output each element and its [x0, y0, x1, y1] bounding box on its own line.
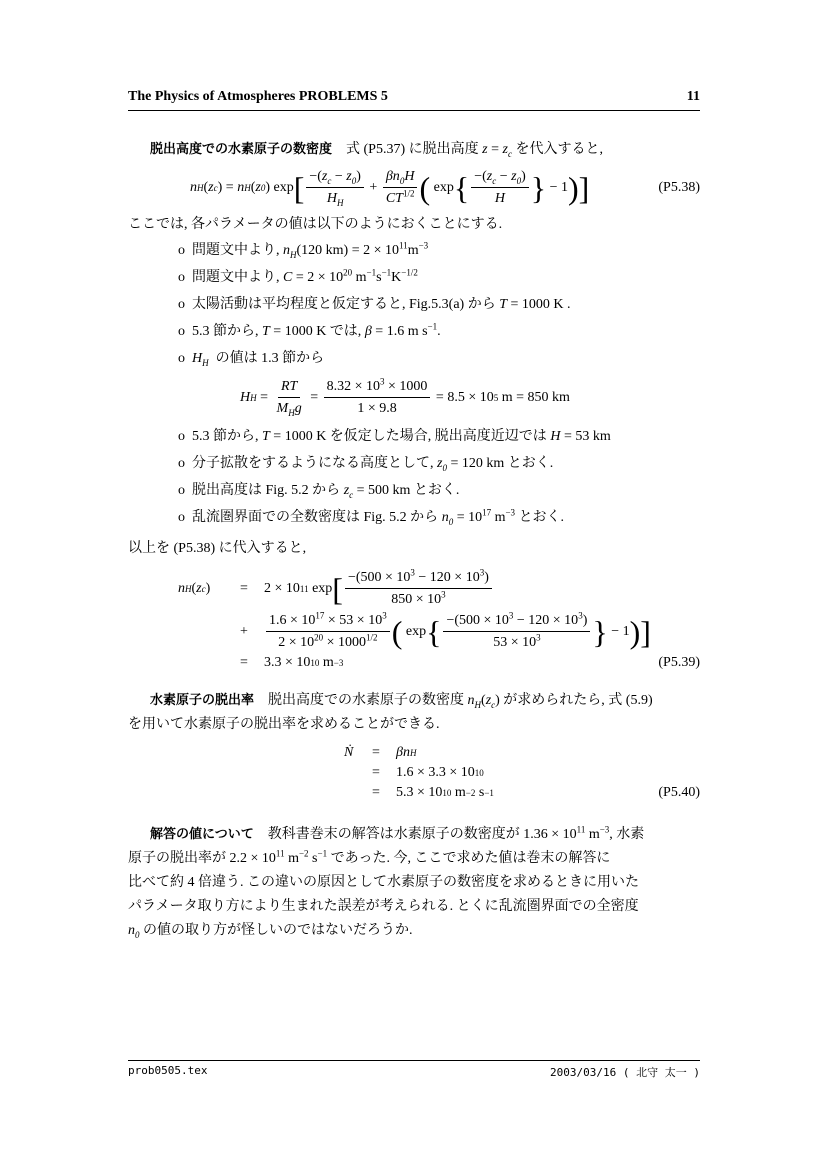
text-run: パラメータ取り方により生まれた誤差が考えられる. とくに乱流圏界面での全密度 — [128, 899, 639, 914]
math-symbol: n — [283, 243, 290, 258]
text-run: × 1000 — [323, 635, 366, 650]
superscript: 1/2 — [402, 188, 415, 199]
delimiter: } — [530, 169, 547, 206]
equation-number: (P5.38) — [658, 179, 700, 195]
delimiter: ) — [629, 613, 641, 650]
text-run: −( — [309, 169, 322, 184]
math-symbol: z — [502, 142, 508, 157]
text-run: ) — [356, 169, 361, 184]
text-run: ) exp — [265, 179, 294, 195]
superscript: 3 — [536, 632, 541, 643]
math-symbol: H — [494, 191, 506, 206]
math-symbol: CT — [385, 191, 403, 206]
text-run: −(500 × 10 — [347, 570, 411, 585]
equation-operator: + — [240, 623, 248, 639]
paragraph-line — [128, 871, 700, 895]
fraction — [324, 378, 431, 417]
equation-p5-39-row: 2 × 10 11 exp [ $\frac{-(500 \times 10^3 - 120 \times 10^3)}{850 \times 10^3}$ — [264, 569, 658, 608]
text-run: であった. 今, ここで求めた値は巻末の解答に — [327, 851, 611, 866]
superscript: 3 — [382, 610, 387, 621]
text-run: ( — [250, 179, 256, 195]
math-symbol: z — [482, 142, 488, 157]
math-symbol: RT — [280, 379, 298, 394]
text-run: s — [475, 785, 485, 800]
text-run: s — [376, 270, 382, 285]
text-run: m — [352, 270, 367, 285]
math-symbol: z — [485, 693, 492, 708]
superscript: 20 — [314, 632, 324, 643]
math-symbol: z — [196, 580, 202, 596]
math-symbol: H — [192, 351, 203, 366]
text-run: = 1.6 m s — [371, 324, 428, 339]
text-run: を代入すると, — [511, 142, 603, 157]
text-run: 脱出高度での水素原子の数密度 — [254, 693, 468, 708]
subscript: 0 — [448, 516, 454, 527]
paragraph-heading: 水素原子の脱出率 — [150, 693, 255, 708]
text-run: + — [365, 179, 381, 195]
text-run: 教科書巻末の解答は水素原子の数密度が 1.36 × 10 — [253, 827, 577, 842]
denominator — [490, 632, 543, 651]
text-run: = 10 — [453, 510, 483, 525]
footer-rule — [128, 1060, 700, 1061]
list-item — [128, 237, 700, 264]
numerator — [471, 168, 529, 188]
text-run: × 53 × 10 — [324, 613, 383, 628]
text-run: 8.32 × 10 — [326, 379, 381, 394]
math-symbol: n — [237, 179, 245, 195]
math-symbol: T — [499, 297, 508, 312]
equation-p5-38 — [128, 168, 700, 207]
text-run: −( — [474, 169, 487, 184]
superscript: −1 — [366, 267, 377, 278]
superscript: 11 — [576, 824, 586, 835]
list-item — [128, 450, 700, 477]
superscript: −3 — [418, 240, 429, 251]
denominator — [324, 188, 347, 207]
text-run: ( — [203, 179, 209, 195]
text-run: m — [319, 655, 334, 670]
text-run: m — [491, 510, 506, 525]
subscript: 0 — [399, 175, 405, 186]
fraction — [471, 168, 529, 207]
equation-lhs — [344, 745, 372, 761]
text-run: o 乱流圏界面での全数密度は Fig. 5.2 から — [178, 510, 442, 525]
text-run: o 脱出高度は Fig. 5.2 から — [178, 483, 344, 498]
text-run: = — [487, 142, 503, 157]
fraction — [306, 168, 364, 207]
text-run: の値は 1.3 節から — [208, 351, 325, 366]
text-run: = 1000 K を仮定した場合, 脱出高度近辺では — [269, 429, 551, 444]
denominator — [275, 632, 380, 651]
list-item — [128, 477, 700, 504]
denominator — [492, 188, 508, 207]
paragraph-line — [128, 847, 700, 871]
text-run: ( — [481, 693, 486, 708]
math-symbol: n — [190, 179, 197, 195]
equation-p5-39-row — [264, 612, 658, 651]
list-item — [128, 291, 700, 318]
paragraph-line — [128, 919, 700, 943]
equation-p5-39-row: 3.3 × 10 10 m −3 — [264, 655, 344, 670]
page-number: 11 — [686, 89, 700, 104]
superscript: −2 — [298, 848, 309, 859]
text-run: = 2 × 10 — [292, 270, 344, 285]
math-symbol: Ṅ — [344, 745, 354, 760]
text-run: exp — [402, 623, 427, 639]
list-item — [128, 423, 700, 450]
math-symbol: n — [128, 923, 135, 938]
subscript: c — [491, 699, 496, 710]
text-run: m = 850 km — [498, 389, 570, 405]
footer-date-author: 2003/03/16 ( 北守 太一 ) — [550, 1066, 700, 1079]
text-run: s — [308, 851, 318, 866]
numerator — [266, 612, 390, 632]
equation-operator: = — [240, 580, 248, 596]
equation-p5-40-row: 5.3 × 10 10 m −2 s −1 — [396, 785, 494, 800]
superscript: 11 — [275, 848, 285, 859]
text-run: 原子の脱出率が 2.2 × 10 — [128, 851, 276, 866]
text-run: m — [407, 243, 419, 258]
text-run: exp — [308, 580, 333, 596]
text-run: の値の取り方が怪しいのではないだろうか. — [139, 923, 413, 938]
math-symbol: z — [208, 179, 214, 195]
text-run: o 分子拡散をするようになる高度として, — [178, 456, 437, 471]
text-run: ( — [191, 580, 197, 596]
fraction — [383, 168, 418, 207]
paragraph-line — [128, 823, 700, 847]
superscript: 3 — [441, 589, 446, 600]
denominator — [354, 398, 399, 417]
delimiter: ( — [419, 169, 431, 206]
text-run: , 水素 — [609, 827, 645, 842]
text-run: o 問題文中より, — [178, 270, 283, 285]
equation-body: n H ( z c ) = n H ( z 0 ) exp [ $\frac{-(z_c - z_0)}{H_H}$ + $\frac{\beta n_0H}{CT^{1/2}}$ ( exp { $\frac{-(z_c - z_0)}{H}$ } − 1 ) ] — [190, 169, 590, 208]
text-run: 1.6 × 10 — [269, 613, 316, 628]
footer — [128, 1064, 700, 1080]
text-run: ここでは, 各パラメータの値は以下のようにおくことにする. — [128, 217, 503, 232]
text-run: o 5.3 節から, — [178, 324, 262, 339]
text-run: = 1000 K では, — [269, 324, 365, 339]
text-run: とおく. — [515, 510, 565, 525]
denominator — [274, 398, 305, 417]
denominator — [383, 188, 418, 207]
text-run: = 53 km — [560, 429, 611, 444]
text-run: 53 × 10 — [493, 635, 537, 650]
running-header — [128, 89, 700, 105]
paragraph-heading: 脱出高度での水素原子の数密度 — [150, 142, 333, 157]
text-run: (120 km) = 2 × 10 — [296, 243, 400, 258]
delimiter: ] — [640, 613, 651, 650]
math-symbol: T — [262, 429, 270, 444]
paragraph-line — [128, 138, 700, 162]
fraction — [345, 569, 492, 608]
superscript: −3 — [599, 824, 610, 835]
math-symbol: β — [364, 324, 372, 339]
subscript: c — [349, 489, 354, 500]
delimiter: { — [426, 613, 442, 650]
equation-number: (P5.40) — [658, 785, 700, 800]
text-run: o 太陽活動は平均程度と仮定すると, Fig.5.3(a) から — [178, 297, 500, 312]
text-run: ) — [582, 613, 588, 628]
numerator — [278, 378, 300, 398]
equation-operator: = — [372, 765, 380, 780]
text-run: K — [391, 270, 402, 285]
equation-HH — [128, 378, 700, 417]
equation-number: (P5.39) — [658, 655, 700, 670]
fraction — [443, 612, 590, 651]
math-symbol: z — [255, 179, 261, 195]
text-run: 1.6 × 3.3 × 10 — [396, 765, 475, 780]
math-symbol: z — [343, 483, 350, 498]
text-run: − 1 — [607, 623, 630, 639]
numerator — [306, 168, 364, 188]
delimiter: ] — [578, 169, 590, 206]
superscript: 3 — [578, 610, 583, 621]
equation-operator: = — [372, 785, 380, 800]
superscript: −1 — [427, 321, 438, 332]
math-symbol: n — [467, 693, 475, 708]
equation-p5-39 — [128, 569, 700, 671]
delimiter: ( — [391, 613, 403, 650]
list-item — [128, 504, 700, 531]
math-symbol: M — [276, 401, 289, 416]
paragraph-heading: 解答の値について — [150, 827, 254, 842]
math-symbol: βn — [396, 745, 410, 760]
text-run: − — [331, 169, 347, 184]
text-run: ) が求められたら, 式 (5.9) — [495, 693, 653, 708]
equation-operator: = — [240, 655, 248, 670]
list-item — [128, 345, 700, 372]
math-symbol: z — [486, 169, 493, 184]
text-run: = 120 km とおく. — [446, 456, 554, 471]
fraction — [274, 378, 305, 417]
text-run: − 120 × 10 — [414, 570, 480, 585]
paragraph-line — [128, 689, 700, 713]
text-run: − 1 — [546, 179, 568, 195]
footer-filename: prob0505.tex — [128, 1064, 208, 1077]
subscript: H — [474, 699, 482, 710]
paragraph-line — [128, 713, 700, 737]
math-symbol: C — [283, 270, 293, 285]
superscript: 3 — [410, 567, 415, 578]
numerator — [324, 378, 431, 398]
math-symbol: H — [550, 429, 561, 444]
text-run: 1 × 9.8 — [357, 401, 397, 416]
delimiter: [ — [293, 169, 305, 206]
superscript: −3 — [505, 507, 516, 518]
superscript: 3 — [380, 376, 385, 387]
text-run: 式 (P5.37) に脱出高度 — [332, 142, 483, 157]
text-run: m — [451, 785, 466, 800]
superscript: 17 — [482, 507, 492, 518]
delimiter: ) — [568, 169, 579, 206]
delimiter: } — [592, 613, 608, 650]
superscript: 20 — [343, 267, 353, 278]
superscript: 11 — [399, 240, 408, 251]
equation-p5-40 — [128, 745, 700, 801]
superscript: −1 — [381, 267, 392, 278]
subscript: 0 — [351, 175, 357, 186]
text-run: −(500 × 10 — [446, 613, 509, 628]
subscript: c — [507, 148, 512, 159]
paragraph-line — [128, 213, 700, 237]
text-run: − 120 × 10 — [513, 613, 579, 628]
text-run: = 500 km とおく. — [353, 483, 460, 498]
numerator — [345, 569, 492, 589]
math-symbol: z — [437, 456, 443, 471]
text-run: 比べて約 4 倍違う. この違いの原因として水素原子の数密度を求めるときに用いた — [128, 875, 639, 890]
math-symbol: T — [262, 324, 270, 339]
text-run: 5.3 × 10 — [396, 785, 443, 800]
text-run: 3.3 × 10 — [264, 655, 311, 670]
superscript: 17 — [315, 610, 325, 621]
math-symbol: z — [321, 169, 328, 184]
superscript: −1/2 — [401, 267, 418, 278]
text-run: m — [284, 851, 299, 866]
superscript: 3 — [479, 567, 485, 578]
delimiter: [ — [332, 570, 343, 607]
text-run: = 8.5 × 10 — [432, 389, 494, 405]
superscript: −1 — [317, 848, 328, 859]
denominator — [388, 589, 448, 608]
equation-lhs: n H ( z c ) — [178, 580, 211, 596]
header-rule — [128, 110, 700, 111]
subscript: H — [288, 407, 295, 418]
text-run: = 1000 K . — [507, 297, 571, 312]
text-run: 850 × 10 — [391, 592, 442, 607]
text-run: exp — [430, 179, 454, 195]
delimiter: { — [453, 169, 470, 206]
math-symbol: βn — [385, 169, 400, 184]
subscript: c — [327, 175, 332, 186]
text-run: = — [256, 389, 272, 405]
text-run: o 問題文中より, — [178, 243, 283, 258]
superscript: 1/2 — [366, 632, 378, 643]
text-run: . — [437, 324, 441, 339]
text-run: ) = — [217, 179, 238, 195]
paragraph-line — [128, 895, 700, 919]
subscript: H — [290, 249, 297, 260]
text-run: 以上を (P5.38) に代入すると, — [128, 541, 307, 556]
text-run: ) — [205, 580, 211, 596]
subscript: H — [336, 197, 344, 208]
math-symbol: n — [178, 580, 185, 596]
text-run: 2 × 10 — [278, 635, 315, 650]
text-run: ) — [484, 570, 489, 585]
page-body — [128, 138, 700, 943]
math-symbol: H — [326, 191, 337, 206]
subscript: c — [492, 175, 497, 186]
list-item — [128, 264, 700, 291]
math-symbol: n — [441, 510, 449, 525]
math-symbol: z — [511, 169, 517, 184]
paragraph-line — [128, 537, 700, 561]
equation-body: H H = $\frac{RT}{M_Hg}$ = $\frac{8.32 \times 10^3 \times 1000}{1 \times 9.8}$ = 8.5 × 10 5 m = 850 km — [240, 376, 570, 418]
equation-p5-40-row: βn H — [396, 745, 417, 760]
math-symbol: g — [294, 401, 302, 416]
text-run: m — [585, 827, 600, 842]
math-symbol: H — [404, 169, 415, 184]
text-run: = — [306, 389, 322, 405]
running-header-title: The Physics of Atmospheres PROBLEMS 5 — [128, 89, 388, 104]
fraction — [266, 612, 390, 651]
text-run: 2 × 10 — [264, 580, 300, 596]
equation-operator: = — [372, 745, 380, 760]
equation-p5-40-row: 1.6 × 3.3 × 10 10 — [396, 765, 484, 780]
text-run: − — [496, 169, 512, 184]
math-symbol: z — [346, 169, 352, 184]
text-run: ) — [521, 169, 526, 184]
numerator — [443, 612, 590, 632]
text-run: を用いて水素原子の脱出率を求めることができる. — [128, 717, 440, 732]
subscript: 0 — [135, 929, 140, 940]
subscript: 0 — [516, 175, 522, 186]
subscript: 0 — [442, 462, 447, 473]
text-run: o — [178, 351, 192, 366]
text-run: × 1000 — [384, 379, 428, 394]
math-symbol: H — [240, 389, 251, 405]
superscript: 3 — [508, 610, 514, 621]
text-run: o 5.3 節から, — [178, 429, 262, 444]
list-item — [128, 318, 700, 345]
numerator — [383, 168, 418, 188]
subscript: H — [202, 357, 209, 368]
